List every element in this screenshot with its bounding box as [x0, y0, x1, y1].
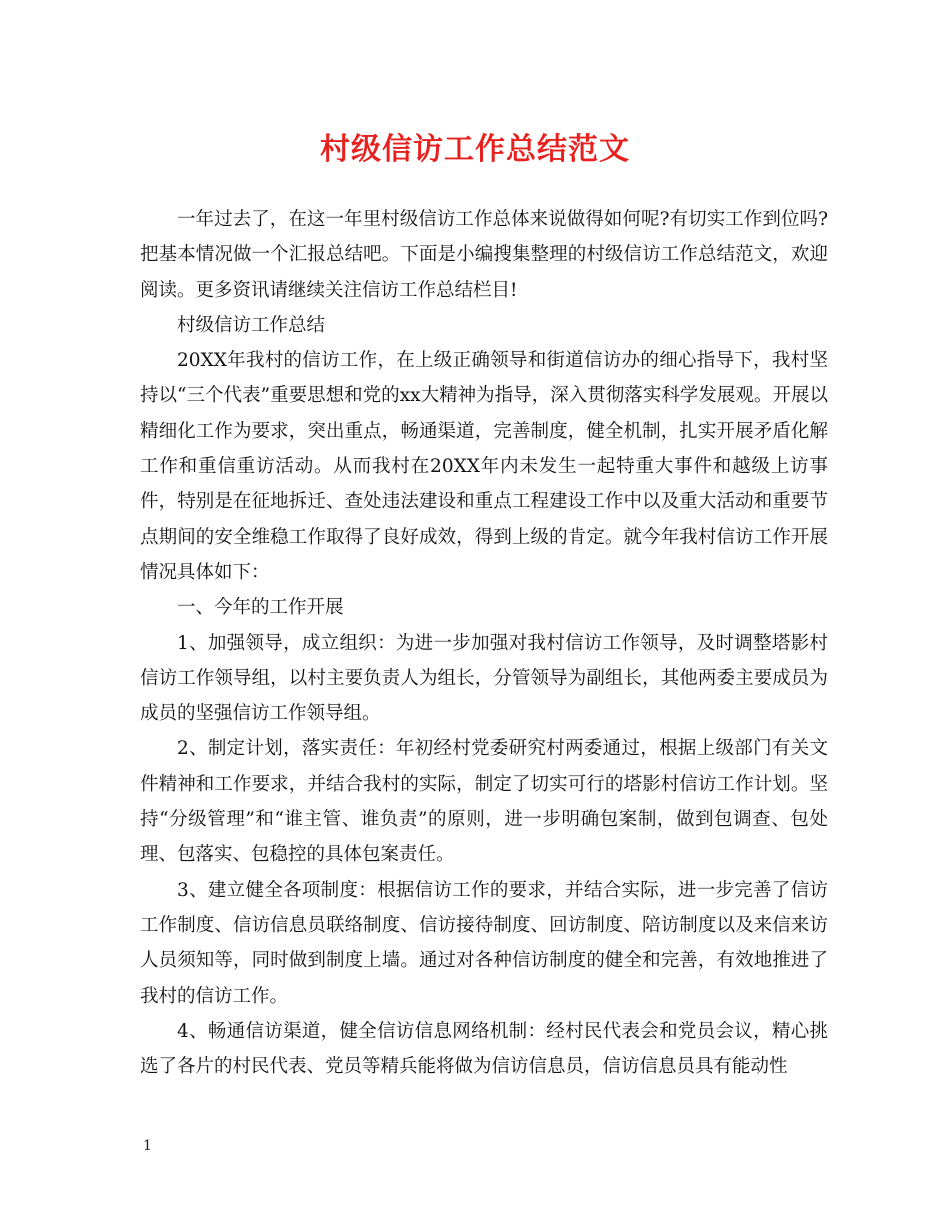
subsection-heading: 一、今年的工作开展 [177, 597, 344, 619]
item-paragraph-3: 3、建立健全各项制度：根据信访工作的要求，并结合实际，进一步完善了信访工作制度、信访信息员联络制度、信访接待制度、回访制度、陪访制度以及来信来访人员须知等，同时做到制度上墙。通过对各种信访制度的健全和完善，有效地推进了我村的信访工作。 [140, 879, 828, 1007]
item-paragraph-2: 2、制定计划，落实责任：年初经村党委研究村两委通过，根据上级部门有关文件精神和工作要求，并结合我村的实际，制定了切实可行的塔影村信访工作计划。坚持“分级管理”和“谁主管、谁负责”的原则，进一步明确包案制，做到包调查、包处理、包落实、包稳控的具体包案责任。 [140, 738, 828, 866]
section-heading: 村级信访工作总结 [177, 314, 326, 336]
document-body [140, 202, 828, 1084]
item-paragraph-4: 4、畅通信访渠道，健全信访信息网络机制：经村民代表会和党员会议，精心挑选了各片的村民代表、党员等精兵能将做为信访信息员，信访信息员具有能动性 [140, 1020, 828, 1078]
intro-paragraph: 一年过去了，在这一年里村级信访工作总体来说做得如何呢?有切实工作到位吗?把基本情况做一个汇报总结吧。下面是小编搜集整理的村级信访工作总结范文，欢迎阅读。更多资讯请继续关注信访工作总结栏目! [140, 209, 828, 301]
item-paragraph-1: 1、加强领导，成立组织：为进一步加强对我村信访工作领导，及时调整塔影村信访工作领导组，以村主要负责人为组长，分管领导为副组长，其他两委主要成员为成员的坚强信访工作领导组。 [140, 632, 828, 725]
page-number: 1 [143, 1138, 152, 1154]
overview-paragraph: 20XX年我村的信访工作，在上级正确领导和街道信访办的细心指导下，我村坚持以“三个代表”重要思想和党的xx大精神为指导，深入贯彻落实科学发展观。开展以精细化工作为要求，突出重点，畅通渠道，完善制度，健全机制，扎实开展矛盾化解工作和重信重访活动。从而我村在20XX年内未发生一起特重大事件和越级上访事件，特别是在征地拆迁、查处违法建设和重点工程建设工作中以及重大活动和重要节点期间的安全维稳工作取得了良好成效，得到上级的肯定。就今年我村信访工作开展情况具体如下： [140, 350, 828, 583]
document-title: 村级信访工作总结范文 [320, 132, 630, 167]
